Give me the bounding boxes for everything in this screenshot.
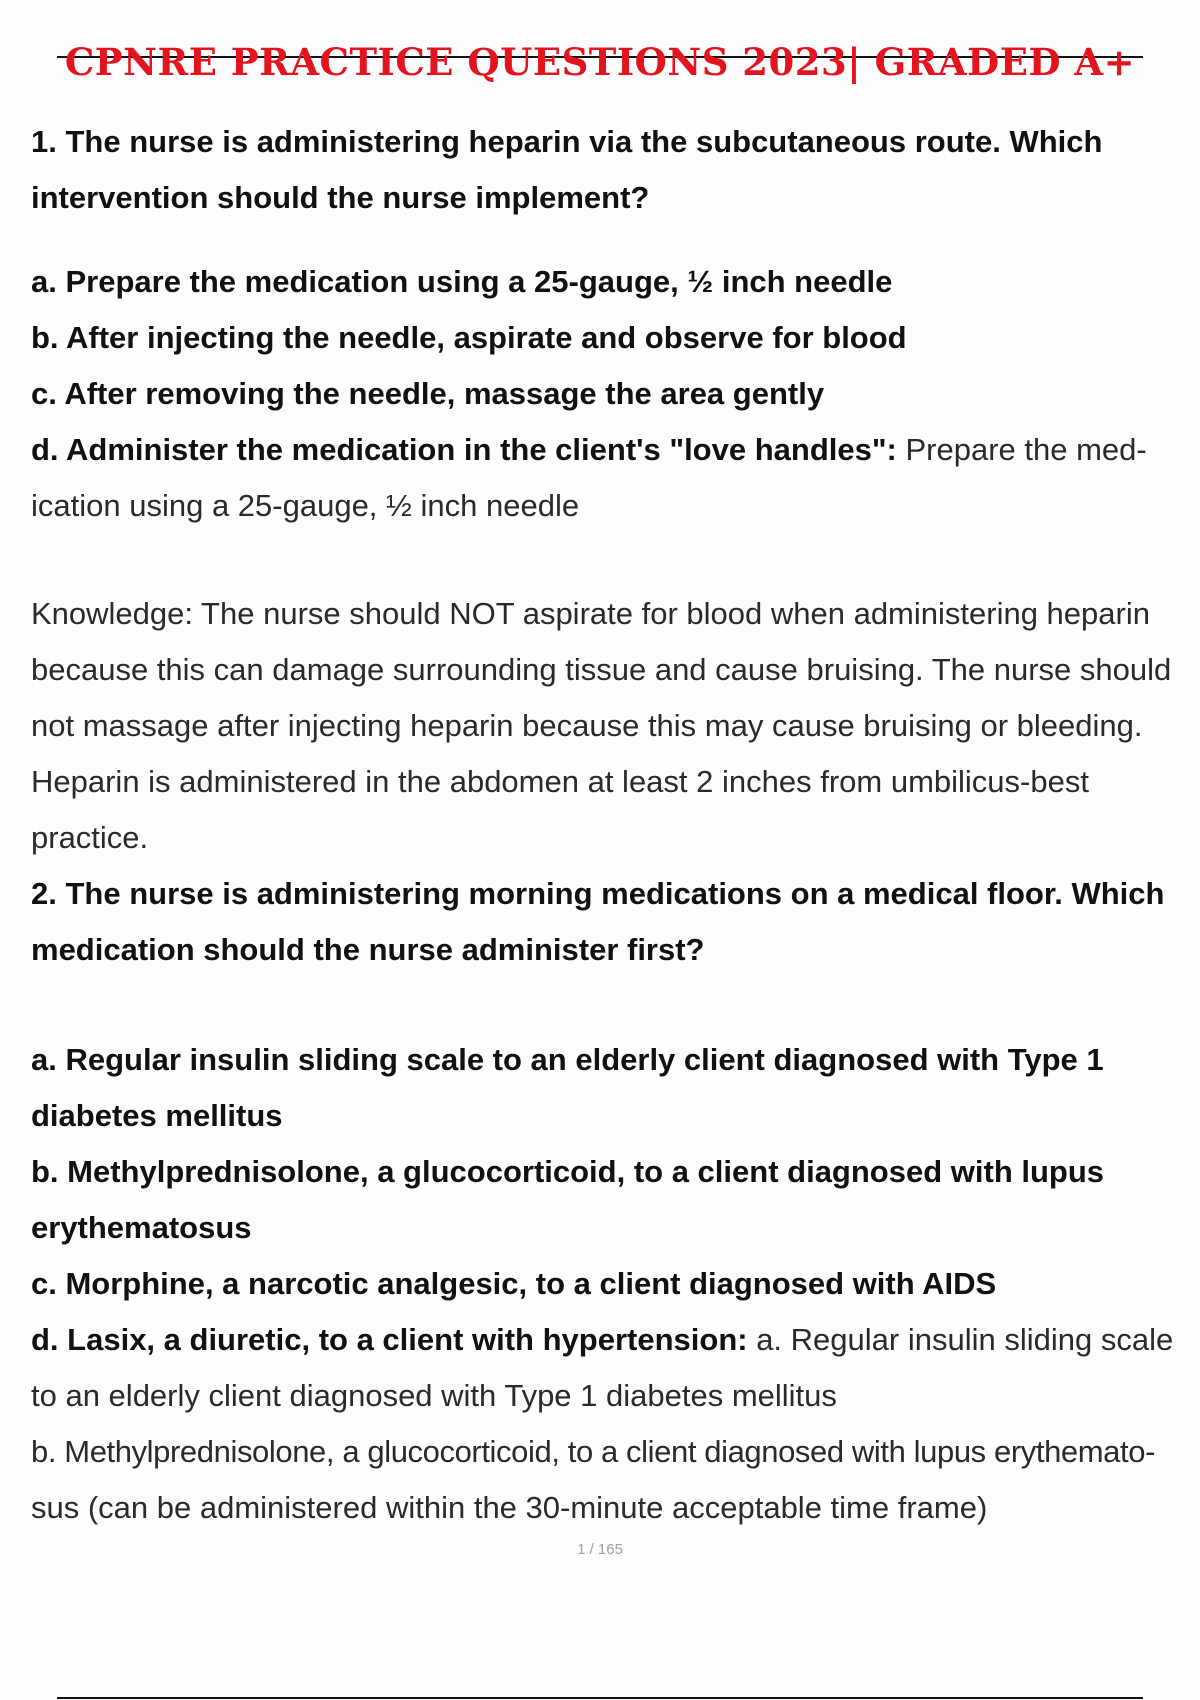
question-1-option-b: b. After injecting the needle, aspirate and observe for blood (31, 320, 907, 355)
question-2-option-a: a. Regular insulin sliding scale to an elderly client diagnosed with Type 1 (31, 1042, 1104, 1077)
question-2-option-d (31, 1312, 1200, 1368)
question-2-option-d-label: d. Lasix, a diuretic, to a client with hypertension: (31, 1322, 748, 1357)
question-1-answer-start: Prepare the med- (896, 432, 1147, 467)
question-2-option-a-cont: diabetes mellitus (31, 1098, 283, 1133)
question-2-option-b-cont: erythematosus (31, 1210, 252, 1245)
question-1-stem: 1. The nurse is administering heparin via the subcutaneous route. Which intervention should the nurse implement? (31, 124, 1103, 215)
question-1-option-a: a. Prepare the medication using a 25-gauge, ½ inch needle (31, 264, 893, 299)
question-1-answer-end: ication using a 25-gauge, ½ inch needle (31, 488, 580, 523)
page-indicator: 1 / 165 (577, 1541, 623, 1558)
question-1-knowledge-line: because this can damage surrounding tissue and cause bruising. The nurse should (31, 652, 1172, 687)
question-2-answer-line: sus (can be administered within the 30-minute acceptable time frame) (31, 1490, 988, 1525)
question-1-knowledge-line: practice. (31, 820, 149, 855)
question-2-answer-line: b. Methylprednisolone, a glucocorticoid, to a client diagnosed with lupus erythemato- (31, 1434, 1155, 1469)
question-1-option-c: c. After removing the needle, massage the area gently (31, 376, 825, 411)
question-2-option-b: b. Methylprednisolone, a glucocorticoid, to a client diagnosed with lupus (31, 1154, 1105, 1189)
footer-rule (57, 1697, 1143, 1699)
question-2-stem-line2: medication should the nurse administer first? (31, 932, 705, 967)
question-2-option-c: c. Morphine, a narcotic analgesic, to a client diagnosed with AIDS (31, 1266, 997, 1301)
question-2-stem-line1: 2. The nurse is administering morning medications on a medical floor. Which (31, 876, 1165, 911)
question-2-answer-line: to an elderly client diagnosed with Type 1 diabetes mellitus (31, 1378, 837, 1413)
document-title: CPNRE PRACTICE QUESTIONS 2023| GRADED A+ (64, 40, 1136, 84)
question-1-option-d (31, 422, 1200, 478)
question-1-knowledge-line: not massage after injecting heparin because this may cause bruising or bleeding. (31, 708, 1143, 743)
question-1-knowledge-line: Knowledge: The nurse should NOT aspirate for blood when administering heparin (31, 596, 1150, 631)
question-2-answer-start: a. Regular insulin sliding scale (747, 1322, 1174, 1357)
question-1-knowledge-line: Heparin is administered in the abdomen at least 2 inches from umbilicus-best (31, 764, 1089, 799)
question-1-option-d-label: d. Administer the medication in the client's "love handles": (31, 432, 897, 467)
document-body (31, 114, 1200, 1536)
